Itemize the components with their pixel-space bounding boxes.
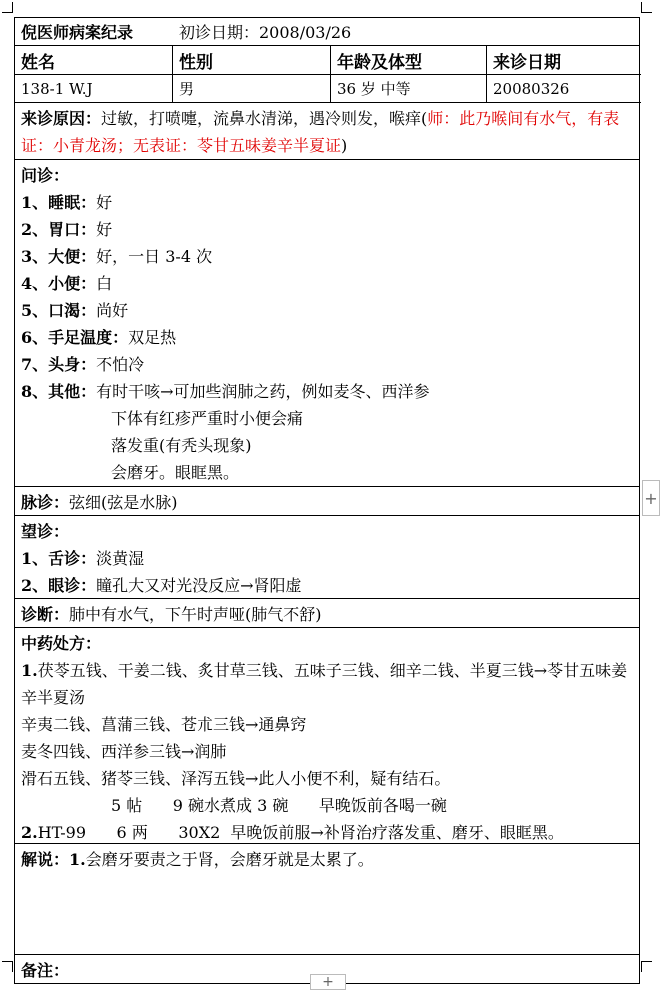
- pulse-text: 弦细(弦是水脉): [69, 493, 178, 512]
- reason-close: ): [341, 136, 348, 155]
- prescription-line: 1.茯苓五钱、干姜二钱、炙甘草三钱、五味子三钱、细辛二钱、半夏三钱→苓甘五味姜辛半夏汤: [21, 661, 628, 707]
- add-column-plus-icon[interactable]: +: [642, 480, 660, 516]
- value-gender: 男: [173, 75, 331, 103]
- explanation-label: 解说：: [21, 850, 70, 869]
- prescription-line: 2.HT-99 6 两 30X2 早晚饭前服→补肾治疗落发重、磨牙、眼眶黑。: [21, 823, 564, 842]
- reason-label: 来诊原因：: [21, 109, 102, 128]
- crop-mark-top-right: [641, 2, 652, 13]
- add-row-plus-icon[interactable]: +: [310, 974, 346, 990]
- prescription-line: 滑石五钱、猪苓三钱、泽泻五钱→此人小便不利，疑有结石。: [21, 769, 451, 788]
- header-age-build: 年龄及体型: [331, 46, 487, 75]
- observation-section: [15, 516, 639, 599]
- inquiry-item: 8、其他：有时干咳→可加些润肺之药，例如麦冬、西洋参: [21, 382, 430, 401]
- record-title: 倪医师病案纪录: [21, 23, 134, 42]
- inquiry-item: 7、头身：不怕冷: [21, 355, 145, 374]
- pulse-section: [15, 487, 639, 516]
- inquiry-item: 6、手足温度：双足热: [21, 328, 177, 347]
- explanation-section: 解说：1.会磨牙要责之于肾，会磨牙就是太累了。: [15, 844, 639, 955]
- crop-mark-bottom-right: [641, 961, 652, 972]
- header-visit-date: 来诊日期: [487, 46, 641, 75]
- reason-section: [15, 103, 639, 160]
- reason-text: 过敏，打喷嚏，流鼻水清涕，遇冷则发，喉痒(: [101, 109, 428, 128]
- crop-mark-bottom-left: [2, 961, 13, 972]
- prescription-line: 麦冬四钱、西洋参三钱→润肺: [21, 742, 227, 761]
- patient-info-grid: [15, 46, 639, 103]
- observation-item: 2、眼诊：瞳孔大又对光没反应→肾阳虚: [21, 576, 302, 595]
- diagnosis-text: 肺中有水气，下午时声哑(肺气不舒): [69, 605, 322, 624]
- inquiry-item: 4、小便：白: [21, 274, 113, 293]
- medical-record-table: [14, 17, 640, 984]
- header-gender: 性别: [173, 46, 331, 75]
- inquiry-extra: 落发重(有秃头现象): [111, 436, 252, 455]
- reason-teacher-note: 师：此乃喉间有水气，有表证：小青龙汤；无表证：苓甘五味姜辛半夏证: [21, 109, 620, 155]
- crop-mark-top-left: [2, 2, 13, 13]
- value-age-build: 36 岁 中等: [331, 75, 487, 103]
- value-visit-date: 20080326: [487, 75, 641, 103]
- diagnosis-section: [15, 599, 639, 628]
- inquiry-item: 5、口渴：尚好: [21, 301, 129, 320]
- remarks-label: 备注：: [21, 961, 70, 980]
- diagnosis-label: 诊断：: [21, 605, 70, 624]
- prescription-label: 中药处方：: [21, 634, 102, 653]
- value-name: 138-1 W.J: [15, 75, 173, 103]
- inquiry-extra: 下体有红疹严重时小便会痛: [111, 409, 304, 428]
- inquiry-extra: 会磨牙。眼眶黑。: [111, 463, 240, 482]
- first-visit-date: 初诊日期：2008/03/26: [179, 23, 352, 42]
- inquiry-section: [15, 160, 639, 487]
- explanation-text: 会磨牙要责之于肾，会磨牙就是太累了。: [85, 850, 374, 869]
- inquiry-item: 2、胃口：好: [21, 220, 113, 239]
- prescription-dosage: 5 帖 9 碗水煮成 3 碗 早晚饭前各喝一碗: [111, 796, 447, 815]
- inquiry-item: 3、大便：好，一日 3-4 次: [21, 247, 213, 266]
- observation-label: 望诊：: [21, 522, 70, 541]
- prescription-line: 辛夷二钱、菖蒲三钱、苍朮三钱→通鼻窍: [21, 715, 307, 734]
- observation-item: 1、舌诊：淡黄湿: [21, 549, 145, 568]
- pulse-label: 脉诊：: [21, 493, 70, 512]
- record-title-row: [15, 18, 639, 46]
- header-name: 姓名: [15, 46, 173, 75]
- inquiry-item: 1、睡眠：好: [21, 193, 113, 212]
- prescription-section: [15, 628, 639, 844]
- inquiry-label: 问诊：: [21, 166, 70, 185]
